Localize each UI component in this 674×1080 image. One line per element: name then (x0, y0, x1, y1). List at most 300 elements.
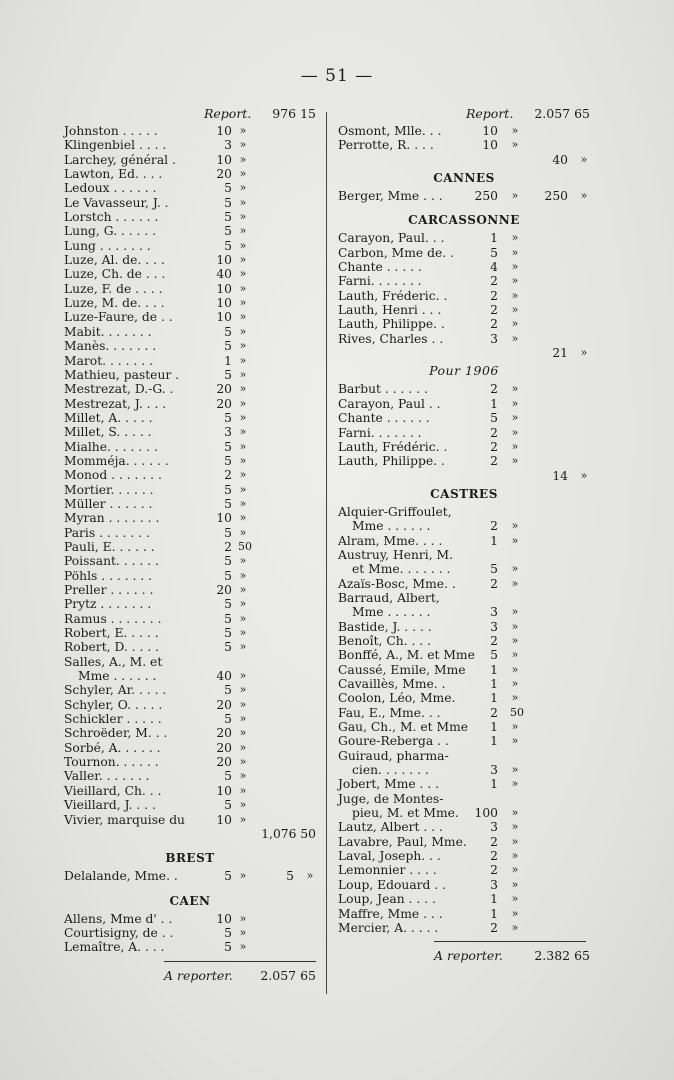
donor-name: Vivier, marquise du (64, 812, 185, 827)
donor-cents: » (239, 554, 247, 568)
list-item (64, 368, 316, 382)
donor-cents: » (511, 288, 519, 302)
donor-name: Lautz, Albert . . . (338, 820, 443, 835)
list-item (338, 411, 590, 425)
donor-amount: 5 (224, 712, 232, 727)
list-item (338, 706, 590, 720)
donor-cents: » (511, 906, 519, 920)
donor-name: Benoît, Ch. . . . (338, 633, 432, 648)
donor-name: Luze, F. de . . . . (64, 281, 163, 296)
list-item (64, 253, 316, 267)
donor-amount: 5 (224, 597, 232, 612)
list-item (64, 640, 316, 654)
donor-cents: » (511, 619, 519, 633)
donor-amount: 1 (490, 777, 498, 792)
list-item (338, 138, 590, 152)
donor-amount: 5 (224, 181, 232, 196)
donor-amount: 2 (490, 834, 498, 849)
carry-label: A reporter. (164, 967, 233, 983)
donor-list (338, 124, 590, 153)
list-item (64, 784, 316, 798)
donor-cents: » (239, 798, 247, 812)
donor-cents: » (511, 331, 519, 345)
list-item (338, 720, 590, 734)
donor-name: Lauth, Philippe. . (338, 317, 445, 332)
donor-name: Jobert, Mme . . . (338, 777, 440, 792)
list-item (64, 869, 316, 883)
donor-amount: 2 (490, 317, 498, 332)
donor-amount: 5 (224, 869, 232, 884)
donor-amount: 10 (216, 253, 232, 268)
donor-name: Mortier. . . . . . (64, 482, 154, 497)
list-item (64, 569, 316, 583)
donor-name: Delalande, Mme. . (64, 869, 178, 884)
list-item (338, 534, 590, 548)
donor-cents: » (511, 877, 519, 891)
donor-cents: » (239, 138, 247, 152)
subtotal-mark: » (580, 152, 588, 166)
donor-amount: 20 (216, 697, 232, 712)
subtotal-line (64, 827, 316, 841)
donor-amount: 10 (216, 812, 232, 827)
donor-amount: 4 (490, 260, 498, 275)
subtotal-mark: » (580, 346, 588, 360)
donor-cents: » (239, 324, 247, 338)
donor-amount: 5 (224, 925, 232, 940)
donor-amount: 10 (216, 783, 232, 798)
subtotal-amount: 5 (286, 869, 294, 884)
list-item (64, 167, 316, 181)
donor-cents: » (511, 303, 519, 317)
donor-cents: » (239, 396, 247, 410)
donor-amount: 1 (490, 892, 498, 907)
donor-cents: » (511, 124, 519, 137)
list-item (338, 124, 590, 138)
list-item (64, 196, 316, 210)
cannes-list (338, 189, 590, 203)
donor-name: Alram, Mme. . . . (338, 533, 443, 548)
donor-cents: 50 (238, 539, 252, 553)
donor-name: Schyler, Ar. . . . . (64, 683, 167, 698)
caen-list (64, 912, 316, 955)
donor-amount: 1 (224, 353, 232, 368)
donor-name: Lauth, Fréderic. . (338, 288, 448, 303)
donor-cents: » (239, 453, 247, 467)
section-heading-castres: CASTRES (430, 486, 498, 501)
carry-amount: 2.057 65 (260, 967, 316, 983)
donor-cents: » (511, 317, 519, 331)
donor-cents: » (511, 576, 519, 590)
donor-cents: » (511, 439, 519, 453)
carry-forward-line (338, 946, 590, 966)
list-item (64, 454, 316, 468)
list-item (338, 677, 590, 691)
donor-name: Paris . . . . . . . (64, 525, 150, 540)
donor-cents: » (239, 238, 247, 252)
donor-cents: » (511, 763, 519, 777)
list-item (338, 562, 590, 576)
donor-name: Mathieu, pasteur . (64, 367, 180, 382)
donor-name: Myran . . . . . . . (64, 511, 160, 526)
donor-name: Lung, G. . . . . . (64, 224, 157, 239)
donor-name: Osmont, Mlle. . . (338, 124, 442, 138)
list-item (338, 231, 590, 245)
list-item (338, 317, 590, 331)
donor-amount: 5 (490, 411, 498, 426)
list-item (338, 777, 590, 791)
list-item (64, 181, 316, 195)
donor-amount: 5 (224, 554, 232, 569)
donor-amount: 1 (490, 734, 498, 749)
donor-name: Carbon, Mme de. . (338, 245, 454, 260)
donor-name: Berger, Mme . . . (338, 189, 443, 204)
subtotal-line (338, 153, 590, 167)
donor-name: Mme . . . . . . (352, 605, 431, 620)
donor-cents: » (511, 454, 519, 468)
donor-amount: 1 (490, 720, 498, 735)
list-item (338, 591, 590, 605)
donor-name: Le Vavasseur, J. . (64, 195, 169, 210)
subtotal-line (338, 469, 590, 483)
donor-cents: » (239, 712, 247, 726)
list-item (338, 734, 590, 748)
donor-cents: » (239, 925, 247, 939)
donor-amount: 20 (216, 396, 232, 411)
donor-cents: » (511, 562, 519, 576)
donor-amount: 5 (490, 562, 498, 577)
donor-name: Guiraud, pharma- (338, 748, 449, 763)
donor-amount: 5 (224, 210, 232, 225)
donor-amount: 40 (216, 267, 232, 282)
list-item (64, 153, 316, 167)
donor-amount: 5 (224, 482, 232, 497)
donor-name: Juge, de Montes- (338, 791, 444, 806)
donor-amount: 5 (224, 940, 232, 955)
donor-cents: » (511, 806, 519, 820)
donor-amount: 5 (224, 611, 232, 626)
donor-name: Lauth, Philippe. . (338, 454, 445, 469)
donor-amount: 5 (224, 496, 232, 511)
donor-name: Salles, A., M. et (64, 654, 163, 669)
right-column (338, 104, 590, 966)
donor-name: Cavaillès, Mme. . (338, 677, 446, 691)
list-item (64, 798, 316, 812)
donor-amount: 2 (490, 863, 498, 878)
list-item (64, 940, 316, 954)
donor-amount: 20 (216, 755, 232, 770)
donor-cents: » (239, 568, 247, 582)
donor-cents: » (239, 911, 247, 925)
list-item (338, 620, 590, 634)
donor-amount: 5 (224, 324, 232, 339)
carry-amount: 2.382 65 (534, 948, 590, 964)
list-item (64, 325, 316, 339)
donor-amount: 1 (490, 662, 498, 677)
report-label: Report. (466, 106, 514, 121)
donor-cents: » (239, 697, 247, 711)
castres-list (338, 505, 590, 935)
donor-amount: 3 (490, 820, 498, 835)
list-item (64, 411, 316, 425)
donor-amount: 100 (474, 806, 498, 821)
list-item (338, 763, 590, 777)
column-divider (326, 112, 327, 994)
donor-name: Ledoux . . . . . . (64, 181, 157, 196)
donor-name: Luze, Ch. de . . . (64, 267, 166, 282)
donor-cents: » (511, 533, 519, 547)
donor-name: Mercier, A. . . . . (338, 920, 439, 935)
donor-amount: 5 (224, 640, 232, 655)
donor-amount: 2 (490, 439, 498, 454)
donor-amount: 2 (490, 576, 498, 591)
donor-cents: » (511, 734, 519, 748)
donor-name: Austruy, Henri, M. (338, 547, 454, 562)
donor-cents: » (239, 281, 247, 295)
donor-cents: » (511, 382, 519, 396)
donor-name: Mabit. . . . . . . (64, 324, 152, 339)
donor-name: Farni. . . . . . . (338, 274, 422, 289)
donor-amount: 1 (490, 906, 498, 921)
list-item (338, 605, 590, 619)
list-item (64, 612, 316, 626)
donor-name: Chante . . . . . (338, 260, 422, 275)
list-item (64, 683, 316, 697)
donor-cents: » (239, 669, 247, 683)
donor-amount: 2 (490, 519, 498, 534)
list-item (338, 663, 590, 677)
donor-cents: » (511, 633, 519, 647)
donor-cents: » (239, 769, 247, 783)
donor-name: Carayon, Paul. . . (338, 231, 445, 246)
donor-amount: 5 (224, 683, 232, 698)
donor-cents: » (239, 525, 247, 539)
donor-amount: 5 (224, 367, 232, 382)
donor-amount: 2 (490, 303, 498, 318)
donor-cents: » (239, 468, 247, 482)
donor-amount: 10 (216, 511, 232, 526)
list-item (64, 712, 316, 726)
donor-amount: 5 (224, 568, 232, 583)
donor-cents: » (511, 920, 519, 934)
list-item (64, 138, 316, 152)
list-item (64, 540, 316, 554)
list-item (64, 468, 316, 482)
donor-cents: » (511, 231, 519, 245)
list-item (64, 554, 316, 568)
donor-name: Mme . . . . . . (352, 519, 431, 534)
list-item (64, 511, 316, 525)
donor-name: Lauth, Henri . . . (338, 303, 442, 318)
donor-amount: 250 (474, 189, 498, 204)
donor-name: Bonffé, A., M. et Mme (338, 648, 475, 663)
donor-name: Rives, Charles . . (338, 331, 444, 346)
donor-name: Poissant. . . . . . (64, 554, 159, 569)
donor-cents: » (239, 267, 247, 281)
donor-name: Fau, E., Mme. . . (338, 705, 441, 720)
donor-name: Loup, Edouard . . (338, 877, 447, 892)
brest-list (64, 869, 316, 883)
donor-name: Laval, Joseph. . . (338, 849, 441, 864)
donor-name: Millet, S. . . . . (64, 425, 152, 440)
donor-amount: 2 (490, 288, 498, 303)
donor-name: Alquier-Griffoulet, (338, 504, 452, 519)
list-item (64, 239, 316, 253)
carcassonne-list (338, 231, 590, 346)
donor-name: Barbut . . . . . . (338, 382, 428, 397)
donor-amount: 1 (490, 691, 498, 706)
donor-cents: » (239, 812, 247, 826)
donor-name: Pöhls . . . . . . . (64, 568, 153, 583)
donor-cents: » (239, 382, 247, 396)
donor-name: et Mme. . . . . . . (352, 562, 451, 577)
donor-name: Preller . . . . . . (64, 583, 154, 597)
donor-amount: 1 (490, 677, 498, 691)
donor-cents: » (239, 583, 247, 596)
donor-amount: 3 (490, 331, 498, 346)
donor-cents: » (239, 195, 247, 209)
list-item (338, 835, 590, 849)
donor-cents: » (239, 410, 247, 424)
donor-name: Schickler . . . . . (64, 712, 162, 727)
list-item (338, 519, 590, 533)
list-item (338, 303, 590, 317)
list-item (338, 332, 590, 346)
list-item (338, 382, 590, 396)
donor-cents: » (239, 940, 247, 954)
list-item (338, 849, 590, 863)
donor-name: pieu, M. et Mme. (352, 806, 459, 821)
donor-name: Monod . . . . . . . (64, 468, 162, 483)
donor-amount: 5 (224, 410, 232, 425)
donor-name: Klingenbiel . . . . (64, 138, 167, 153)
donor-name: Lawton, Ed. . . . (64, 167, 163, 182)
section-heading-pour-1906: Pour 1906 (429, 363, 499, 379)
list-item (64, 440, 316, 454)
donor-cents: » (239, 296, 247, 310)
donor-amount: 40 (216, 669, 232, 684)
list-item (64, 626, 316, 640)
donor-name: Lung . . . . . . . (64, 238, 151, 253)
donor-name: Chante . . . . . . (338, 411, 430, 426)
donor-cents: » (511, 863, 519, 877)
donor-cents: » (511, 677, 519, 690)
donor-amount: 5 (224, 195, 232, 210)
list-item (64, 483, 316, 497)
donor-name: Mestrezat, J. . . . (64, 396, 167, 411)
donor-amount: 5 (224, 439, 232, 454)
donor-amount: 5 (224, 798, 232, 813)
donor-name: Vieillard, J. . . . (64, 798, 156, 813)
donor-name: Sorbé, A. . . . . . (64, 740, 161, 755)
list-item (64, 526, 316, 540)
donor-amount: 10 (216, 281, 232, 296)
donor-name: Azaïs-Bosc, Mme. . (338, 576, 456, 591)
list-item (64, 597, 316, 611)
subtotal-amount: 1,076 50 (261, 826, 316, 841)
donor-amount: 3 (490, 877, 498, 892)
donor-amount: 5 (224, 238, 232, 253)
donor-cents: » (239, 439, 247, 453)
list-item (64, 224, 316, 238)
list-item (338, 426, 590, 440)
section-heading-cannes: CANNES (433, 171, 495, 186)
donor-name: Goure-Reberga . . (338, 734, 449, 749)
list-item (64, 655, 316, 669)
donor-cents: » (239, 640, 247, 654)
donor-name: Schroëder, M. . . (64, 726, 168, 741)
list-item (338, 454, 590, 468)
donor-name: Caussé, Emile, Mme (338, 662, 466, 677)
donor-amount: 5 (224, 769, 232, 784)
report-line (64, 104, 316, 124)
donor-amount: 20 (216, 726, 232, 741)
pour-1906-list (338, 382, 590, 468)
donor-amount: 10 (216, 124, 232, 138)
list-item (338, 634, 590, 648)
donor-cents: » (239, 210, 247, 224)
subtotal-mark: » (580, 468, 588, 482)
list-item (64, 912, 316, 926)
donor-amount: 10 (482, 138, 498, 153)
donor-name: Marot. . . . . . . (64, 353, 153, 368)
donor-amount: 2 (490, 849, 498, 864)
list-item (338, 806, 590, 820)
donor-name: Barraud, Albert, (338, 590, 440, 605)
donor-amount: 5 (224, 626, 232, 641)
donor-amount: 5 (224, 224, 232, 239)
list-item (64, 755, 316, 769)
donor-cents: » (511, 425, 519, 439)
donor-cents: » (239, 124, 247, 137)
list-item (64, 926, 316, 940)
list-item (338, 440, 590, 454)
list-item (64, 124, 316, 138)
donor-name: Luze, Al. de. . . . (64, 253, 165, 268)
donor-amount: 1 (490, 396, 498, 411)
list-item (338, 289, 590, 303)
donor-name: Valler. . . . . . . (64, 769, 150, 784)
list-item (64, 669, 316, 683)
donor-name: Bastide, J. . . . . (338, 619, 432, 634)
donor-cents: » (239, 167, 247, 181)
subtotal-mark: » (580, 189, 588, 203)
report-label: Report. (204, 106, 252, 121)
donor-cents: » (511, 519, 519, 533)
donor-cents: » (511, 396, 519, 410)
list-item (64, 296, 316, 310)
donor-cents: » (239, 755, 247, 769)
list-item (338, 189, 590, 203)
donor-amount: 2 (490, 633, 498, 648)
donor-amount: 3 (490, 605, 498, 620)
donor-amount: 5 (224, 453, 232, 468)
donor-cents: » (511, 245, 519, 259)
list-item (338, 820, 590, 834)
donor-amount: 5 (490, 245, 498, 260)
list-item (338, 878, 590, 892)
donor-cents: » (511, 260, 519, 274)
donor-name: Lemaître, A. . . . (64, 940, 165, 955)
donor-name: Vieillard, Ch. . . (64, 783, 162, 798)
donor-amount: 5 (224, 339, 232, 354)
page-number: — 51 — (300, 66, 374, 86)
donor-cents: » (239, 740, 247, 754)
donor-name: Mialhe. . . . . . . (64, 439, 158, 454)
list-item (338, 921, 590, 935)
list-item (338, 274, 590, 288)
donor-name: Carayon, Paul . . (338, 396, 441, 411)
donor-amount: 10 (216, 310, 232, 325)
